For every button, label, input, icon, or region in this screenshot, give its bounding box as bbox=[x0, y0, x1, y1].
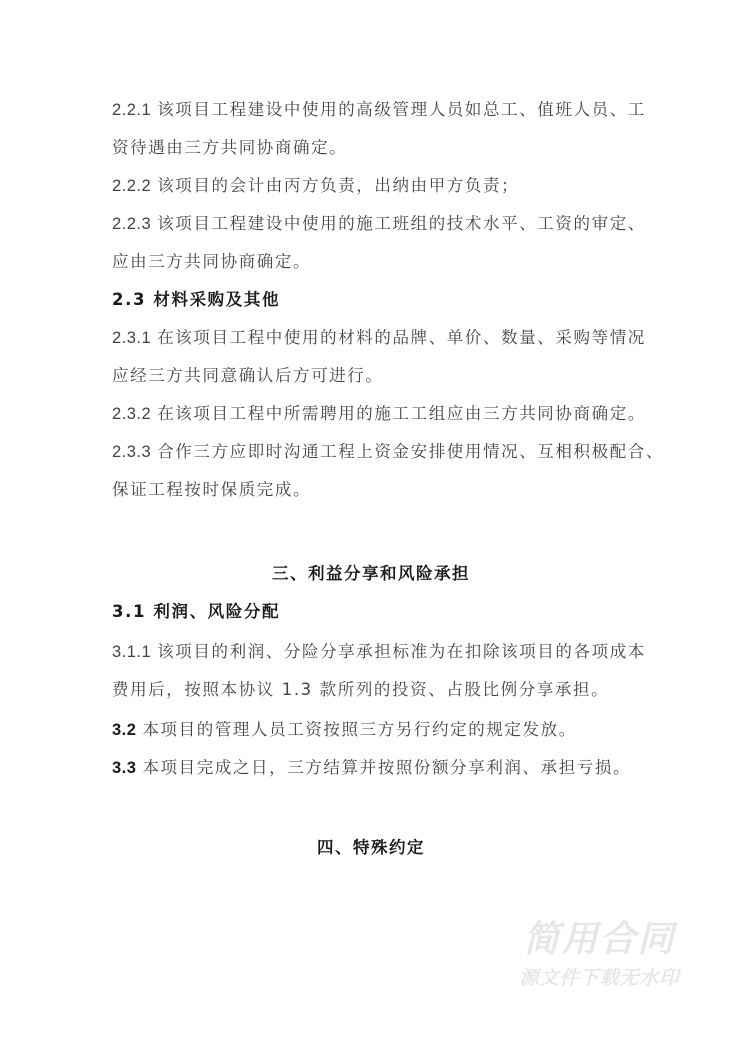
heading-3-1: 3.1 利润、风险分配 bbox=[112, 602, 281, 621]
clause-number: 2.2.3 bbox=[112, 215, 152, 233]
clause-2-3-2 bbox=[112, 403, 646, 425]
clause-text: 该项目的利润、分险分享承担标准为在扣除该项目的各项成本 bbox=[157, 642, 646, 661]
clause-2-2-1-line-1 bbox=[112, 99, 646, 121]
clause-2-3-1-line-2: 应经三方共同意确认后方可进行。 bbox=[112, 366, 384, 385]
clause-number: 3.3 bbox=[112, 759, 137, 777]
watermark-brand: 简用合同 bbox=[523, 919, 676, 960]
clause-3-3 bbox=[112, 757, 632, 779]
clause-number: 2.3.3 bbox=[112, 443, 152, 461]
clause-text: 该项目工程建设中使用的施工班组的技术水平、工资的审定、 bbox=[157, 214, 646, 233]
clause-2-3-3-line-2: 保证工程按时保质完成。 bbox=[112, 480, 312, 499]
clause-text: 合作三方应即时沟通工程上资金安排使用情况、互相积极配合、 bbox=[157, 442, 665, 461]
watermark-tagline: 源文件下载无水印 bbox=[519, 967, 680, 989]
section-3-title: 三、利益分享和风险承担 bbox=[272, 564, 470, 583]
clause-text: 该项目工程建设中使用的高级管理人员如总工、值班人员、工 bbox=[157, 100, 646, 119]
clause-text: 本项目完成之日，三方结算并按照份额分享利润、承担亏损。 bbox=[142, 758, 632, 777]
clause-2-3-3-line-1 bbox=[112, 441, 665, 463]
heading-2-3: 2.3 材料采购及其他 bbox=[112, 290, 281, 309]
clause-text: 该项目的会计由丙方负责，出纳由甲方负责； bbox=[157, 176, 520, 195]
clause-2-2-3-line-1 bbox=[112, 213, 646, 235]
clause-3-1-1-line-2: 费用后，按照本协议 1.3 款所列的投资、占股比例分享承担。 bbox=[112, 680, 610, 699]
clause-text: 在该项目工程中所需聘用的施工工组应由三方共同协商确定。 bbox=[157, 404, 646, 423]
section-4-title: 四、特殊约定 bbox=[317, 838, 425, 857]
clause-text: 在该项目工程中使用的材料的品牌、单价、数量、采购等情况 bbox=[157, 328, 646, 347]
clause-number: 2.2.1 bbox=[112, 101, 152, 119]
clause-3-2 bbox=[112, 719, 632, 741]
clause-3-1-1-line-1 bbox=[112, 641, 646, 663]
clause-number: 3.1.1 bbox=[112, 643, 152, 661]
clause-number: 2.3.2 bbox=[112, 405, 152, 423]
clause-2-2-2 bbox=[112, 175, 632, 197]
clause-number: 2.2.2 bbox=[112, 177, 152, 195]
clause-number: 2.3.1 bbox=[112, 329, 152, 347]
clause-2-2-3-line-2: 应由三方共同协商确定。 bbox=[112, 252, 312, 271]
clause-2-3-1-line-1 bbox=[112, 327, 646, 349]
clause-number: 3.2 bbox=[112, 721, 137, 739]
clause-2-2-1-line-2: 资待遇由三方共同协商确定。 bbox=[112, 138, 348, 157]
clause-text: 本项目的管理人员工资按照三方另行约定的规定发放。 bbox=[142, 720, 577, 739]
